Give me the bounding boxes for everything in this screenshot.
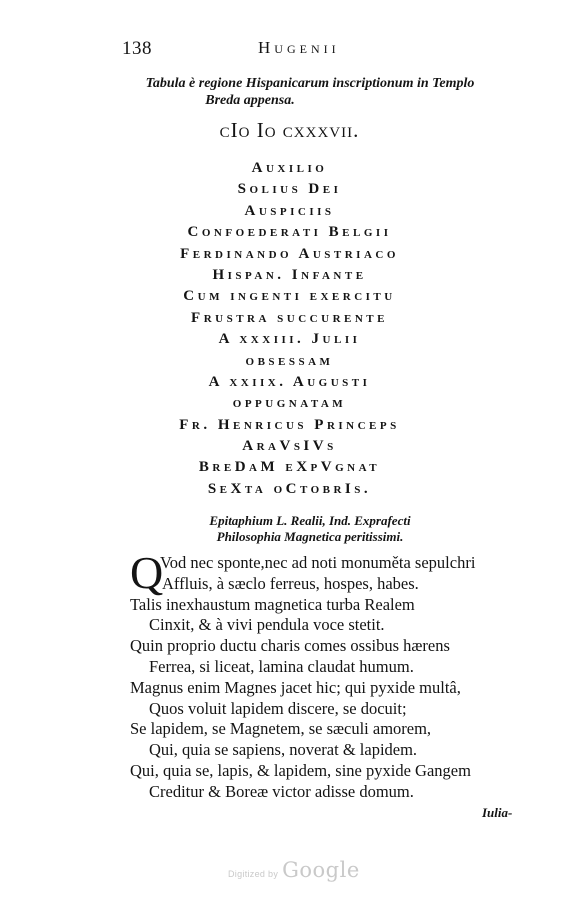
running-title: Hugenii <box>258 38 340 57</box>
poem-line: Creditur & Boreæ victor adisse domum. <box>149 781 414 801</box>
catchword: Iulia- <box>482 805 513 820</box>
inscription-line: Confoederati Belgii <box>187 224 392 241</box>
inscription-line: Cum ingenti exercitu <box>183 288 396 305</box>
inscription-block <box>0 158 579 500</box>
poem-line: Se lapidem, se Magnetem, se sæculi amorem, <box>130 719 432 739</box>
inscription-line: Frustra succurente <box>191 309 388 326</box>
poem-line: Cinxit, & à vivi pendula voce stetit. <box>149 615 385 635</box>
inscription-line: Auspiciis <box>244 202 335 219</box>
poem-line: Talis inexhaustum magnetica turba Realem <box>130 594 415 614</box>
inscription-line: A xxxiii. Julii <box>218 331 361 348</box>
caption-line-2: Breda appensa. <box>205 93 295 108</box>
poem-line: Vod nec sponte,nec ad noti monuměta sepulchri <box>160 553 476 572</box>
inscription-line: Solius Dei <box>237 181 342 198</box>
digitizer-watermark <box>228 858 360 882</box>
drop-cap: Q <box>130 547 164 598</box>
poem-line: Quin proprio ductu charis comes ossibus hærens <box>130 636 450 656</box>
inscription-line: Fr. Henricus Princeps <box>179 416 400 433</box>
inscription-line: SeXta oCtobrIs. <box>207 480 372 497</box>
page-header <box>0 38 579 60</box>
inscription-line: Ferdinando Austriaco <box>180 245 399 262</box>
inscription-year: cIo Io cxxxvii. <box>219 118 360 142</box>
page-number: 138 <box>122 38 152 59</box>
digitizer-brand: Google <box>282 858 360 882</box>
poem-line: Qui, quia se sapiens, noverat & lapidem. <box>149 740 418 760</box>
inscription-line: AraVsIVs <box>242 438 337 455</box>
caption-line-1: Tabula è regione Hispanicarum inscriptionum in Templo <box>145 76 475 91</box>
poem-line: Affluis, à sæclo ferreus, hospes, habes. <box>162 573 419 593</box>
inscription-line: oppugnatam <box>232 395 347 412</box>
inscription-line: A xxiix. Augusti <box>208 373 371 390</box>
inscription-line: Hispan. Infante <box>212 266 367 283</box>
poem-line: Magnus enim Magnes jacet hic; qui pyxide multâ, <box>130 677 461 697</box>
inscription-line: obsessam <box>245 352 334 369</box>
epitaph-title-line-1: Epitaphium L. Realii, Ind. Exprafecti <box>209 513 411 528</box>
inscription-line: Auxilio <box>251 160 328 176</box>
poem-line: Ferrea, si liceat, lamina claudat humum. <box>149 657 414 676</box>
poem-line: Quos voluit lapidem discere, se docuit; <box>149 698 407 718</box>
inscription-line: BreDaM eXpVgnat <box>198 459 381 476</box>
digitizer-prefix: Digitized by <box>228 869 279 879</box>
epitaph-title-line-2: Philosophia Magnetica peritissimi. <box>216 529 404 544</box>
poem-line: Qui, quia se, lapis, & lapidem, sine pyxide Gangem <box>130 761 471 780</box>
